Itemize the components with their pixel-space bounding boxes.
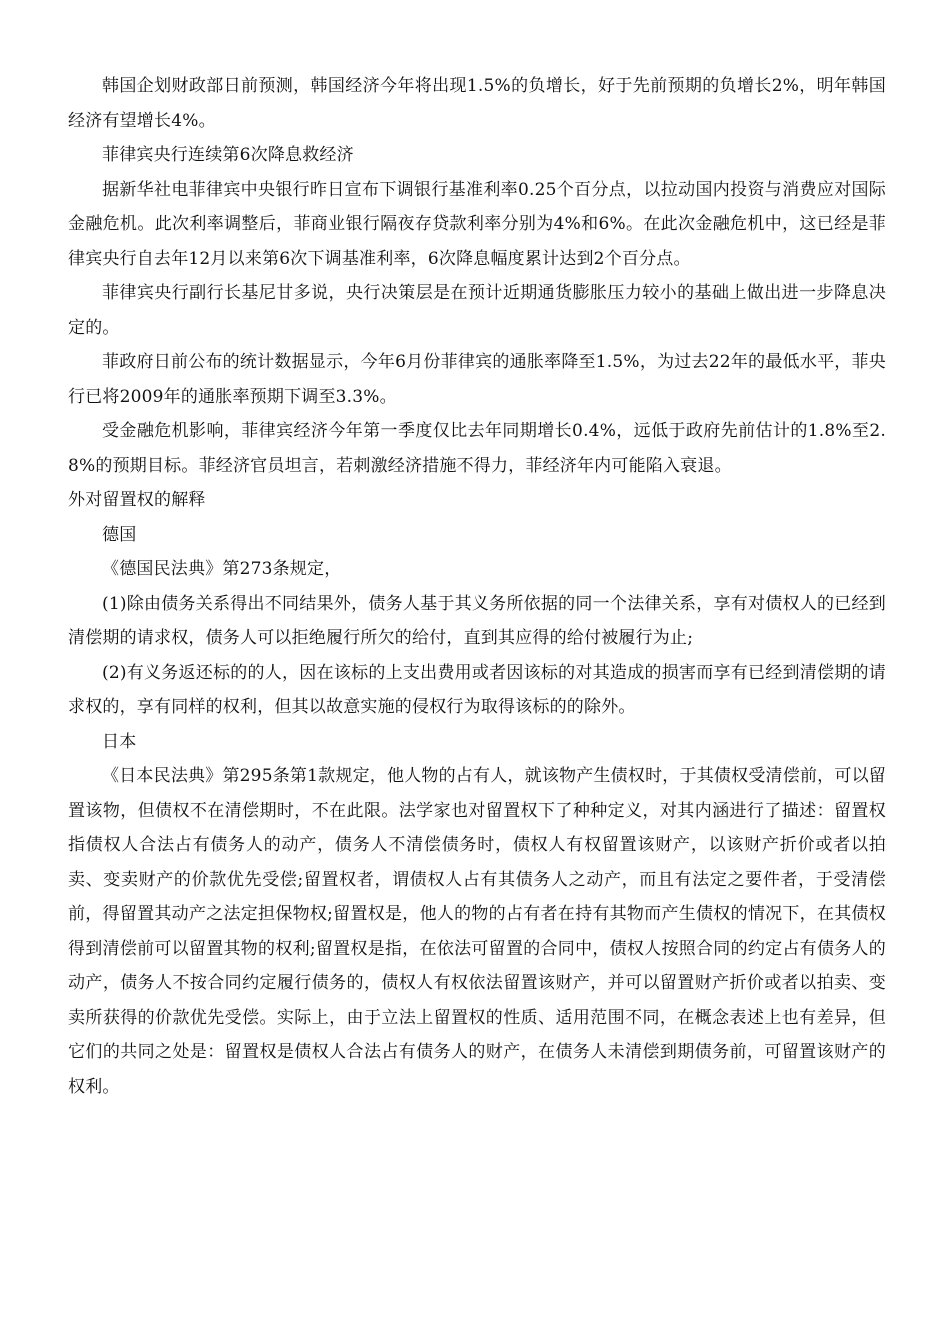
paragraph-philippines-central-bank: 据新华社电菲律宾中央银行昨日宣布下调银行基准利率0.25个百分点，以拉动国内投资与消费应对国际金融危机。此次利率调整后，菲商业银行隔夜存贷款利率分别为4%和6%。在此次金融危机中，这已经是菲律宾央行自去年12月以来第6次下调基准利率，6次降息幅度累计达到2个百分点。 (68, 179, 886, 269)
heading-germany: 德国 (102, 524, 137, 545)
heading-japan: 日本 (102, 731, 137, 752)
heading-lien-explanation: 外对留置权的解释 (68, 490, 206, 510)
paragraph-deputy-governor: 菲律宾央行副行长基尼甘多说，央行决策层是在预计近期通货膨胀压力较小的基础上做出进一步降息决定的。 (68, 283, 886, 338)
document-page (68, 69, 886, 1104)
paragraph-german-clause-1: (1)除由债务关系得出不同结果外，债务人基于其义务所依据的同一个法律关系，享有对债权人的已经到清偿期的请求权，债务人可以拒绝履行所欠的给付，直到其应得的给付被履行为止; (68, 593, 886, 648)
paragraph-korea-forecast: 韩国企划财政部日前预测，韩国经济今年将出现1.5%的负增长，好于先前预期的负增长2%，明年韩国经济有望增长4%。 (68, 76, 886, 131)
paragraph-german-civil-code: 《德国民法典》第273条规定， (102, 559, 342, 579)
paragraph-german-clause-2: (2)有义务返还标的的人，因在该标的上支出费用或者因该标的对其造成的损害而享有已经到清偿期的请求权的，享有同样的权利，但其以故意实施的侵权行为取得该标的的除外。 (68, 662, 886, 717)
heading-philippines-rate-cut: 菲律宾央行连续第6次降息救经济 (102, 145, 354, 165)
paragraph-economic-growth: 受金融危机影响，菲律宾经济今年第一季度仅比去年同期增长0.4%，远低于政府先前估计的1.8%至2.8%的预期目标。菲经济官员坦言，若刺激经济措施不得力，菲经济年内可能陷入衰退。 (68, 421, 886, 476)
paragraph-inflation-data: 菲政府日前公布的统计数据显示，今年6月份菲律宾的通胀率降至1.5%，为过去22年的最低水平，菲央行已将2009年的通胀率预期下调至3.3%。 (68, 352, 886, 407)
paragraph-japanese-civil-code: 《日本民法典》第295条第1款规定，他人物的占有人，就该物产生债权时，于其债权受清偿前，可以留置该物，但债权不在清偿期时，不在此限。法学家也对留置权下了种种定义，对其内涵进行了描述：留置权指债权人合法占有债务人的动产，债务人不清偿债务时，债权人有权留置该财产，以该财产折价或者以拍卖、变卖财产的价款优先受偿;留置权者，谓债权人占有其债务人之动产，而且有法定之要件者，于受清偿前，得留置其动产之法定担保物权;留置权是，他人的物的占有者在持有其物而产生债权的情况下，在其债权得到清偿前可以留置其物的权利;留置权是指，在依法可留置的合同中，债权人按照合同的约定占有债务人的动产，债务人不按合同约定履行债务的，债权人有权依法留置该财产，并可以留置财产折价或者以拍卖、变卖所获得的价款优先受偿。实际上，由于立法上留置权的性质、适用范围不同，在概念表述上也有差异，但它们的共同之处是：留置权是债权人合法占有债务人的财产，在债务人未清偿到期债务前，可留置该财产的权利。 (68, 766, 886, 1097)
